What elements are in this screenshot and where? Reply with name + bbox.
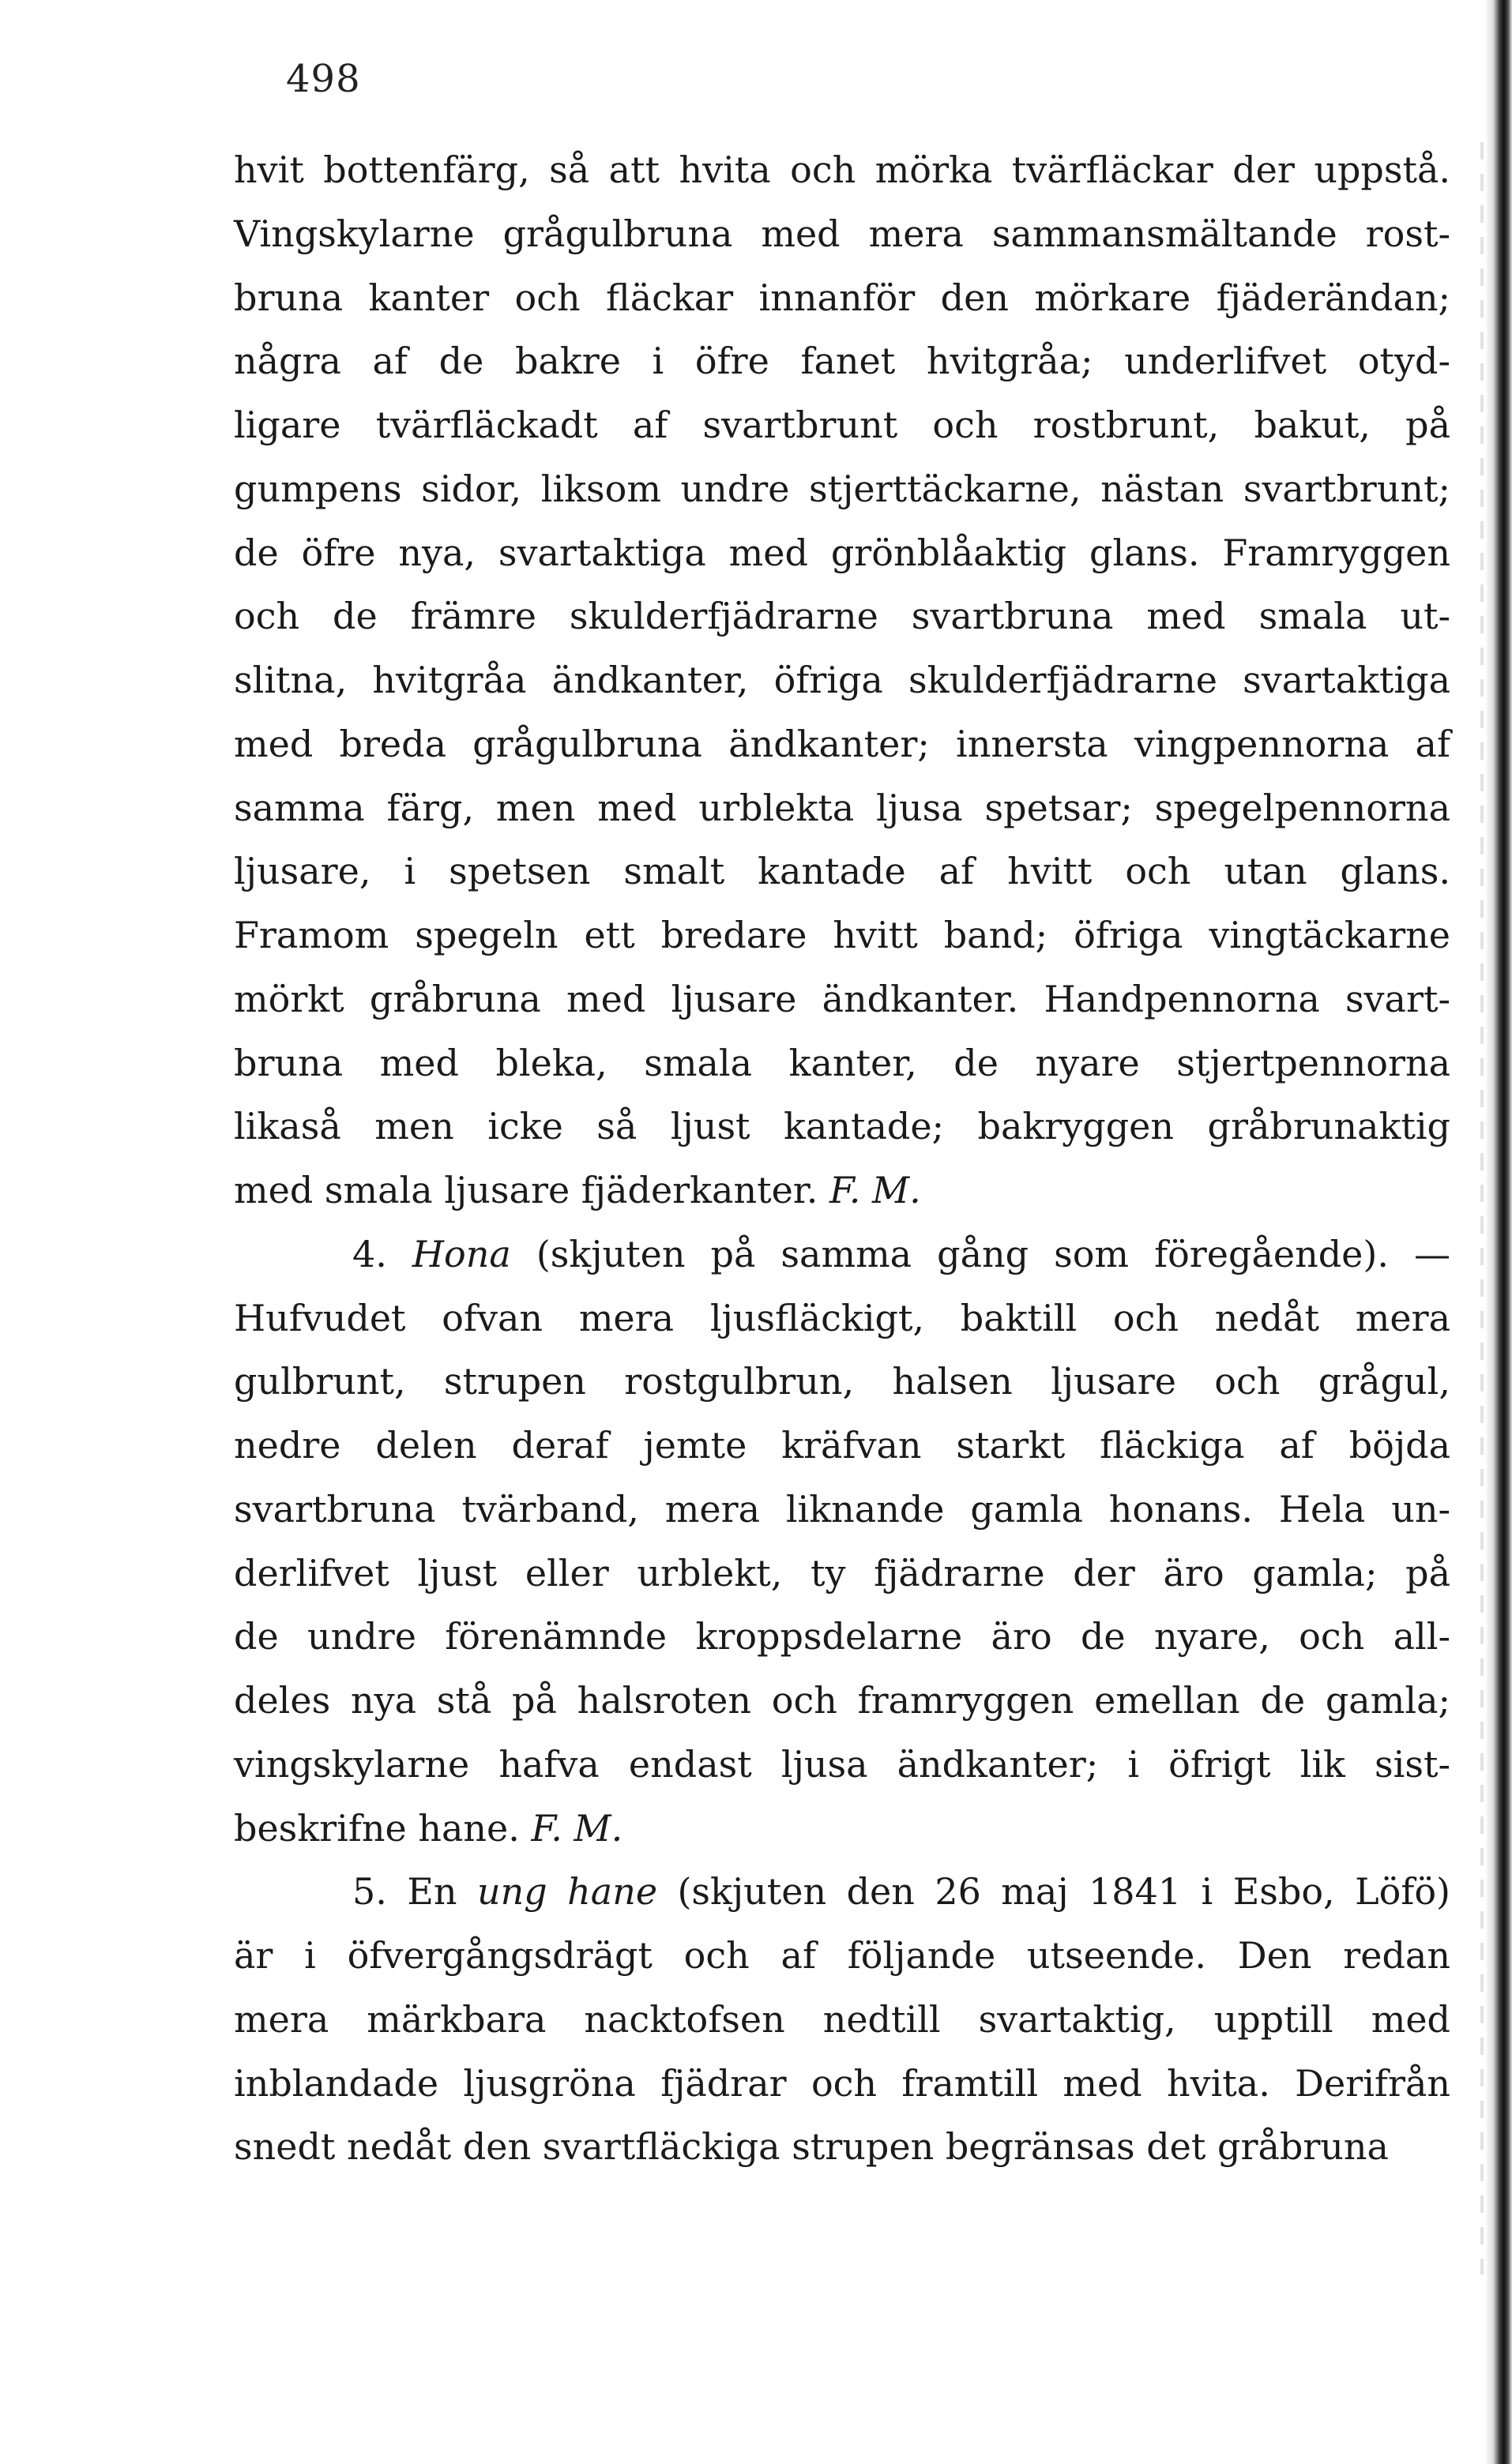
text-line: med breda grågulbruna ändkanter; innersta vingpennorna af bbox=[234, 722, 1450, 765]
text-line: bruna kanter och fläckar innanför den mörkare fjäderändan; bbox=[234, 276, 1450, 319]
text-line: beskrifne hane. F. M. bbox=[234, 1806, 623, 1850]
text-line: Vingskylarne grågulbruna med mera sammansmältande rost- bbox=[234, 212, 1450, 255]
item-subject: Hona bbox=[412, 1232, 511, 1275]
item-subject: ung hane bbox=[477, 1870, 658, 1914]
item-number: 4. bbox=[352, 1232, 412, 1275]
text-line: ligare tvärfläckadt af svartbrunt och rostbrunt, bakut, på bbox=[234, 404, 1450, 446]
item-number: 5. bbox=[352, 1870, 408, 1914]
text-line: de undre förenämnde kroppsdelarne äro de nyare, och all- bbox=[234, 1615, 1450, 1658]
text-line: gulbrunt, strupen rostgulbrun, halsen ljusare och grågul, bbox=[234, 1360, 1450, 1403]
text-line: och de främre skulderfjädrarne svartbruna med smala ut- bbox=[234, 595, 1450, 638]
text-line: slitna, hvitgråa ändkanter, öfriga skulderfjädrarne svartaktiga bbox=[234, 659, 1450, 701]
text-line: mörkt gråbruna med ljusare ändkanter. Handpennorna svart- bbox=[234, 977, 1450, 1020]
section-heading-line: 4. Hona (skjuten på samma gång som föregående). — bbox=[352, 1232, 1450, 1275]
text-line: samma färg, men med urblekta ljusa spetsar; spegelpennorna bbox=[234, 786, 1450, 829]
page-edge-shadow bbox=[1485, 0, 1512, 2464]
text-line: Framom spegeln ett bredare hvitt band; öfriga vingtäckarne bbox=[234, 914, 1450, 956]
text-line: svartbruna tvärband, mera liknande gamla honans. Hela un- bbox=[234, 1487, 1450, 1531]
page-number: 498 bbox=[286, 57, 361, 101]
section-heading-line: 5. En ung hane (skjuten den 26 maj 1841 i Esbo, Löfö) bbox=[352, 1870, 1450, 1914]
text-line: deles nya stå på halsroten och framryggen emellan de gamla; bbox=[234, 1679, 1450, 1722]
text-line: några af de bakre i öfre fanet hvitgråa; underlifvet otyd- bbox=[234, 340, 1450, 383]
text-line: inblandade ljusgröna fjädrar och framtill med hvita. Derifrån bbox=[234, 2061, 1450, 2105]
text-line: de öfre nya, svartaktiga med grönblåaktig glans. Framryggen bbox=[234, 531, 1450, 574]
text-line: derlifvet ljust eller urblekt, ty fjädrarne der äro gamla; på bbox=[234, 1551, 1450, 1594]
body-text bbox=[234, 138, 1450, 2179]
text-line: är i öfvergångsdrägt och af följande utseende. Den redan bbox=[234, 1934, 1450, 1977]
text-line: hvit bottenfärg, så att hvita och mörka tvärfläckar der uppstå. bbox=[234, 148, 1450, 191]
text-line: nedre delen deraf jemte kräfvan starkt fläckiga af böjda bbox=[234, 1424, 1450, 1467]
text-line: snedt nedåt den svartfläckiga strupen begränsas det gråbruna bbox=[234, 2125, 1389, 2169]
signature-initials: F. M. bbox=[829, 1169, 921, 1211]
text-line: likaså men icke så ljust kantade; bakryggen gråbrunaktig bbox=[234, 1105, 1450, 1148]
text-line: gumpens sidor, liksom undre stjerttäckarne, nästan svartbrunt; bbox=[234, 467, 1450, 510]
text-line: bruna med bleka, smala kanter, de nyare stjertpennorna bbox=[234, 1041, 1450, 1084]
text-line: ljusare, i spetsen smalt kantade af hvitt och utan glans. bbox=[234, 850, 1450, 893]
page-edge-texture bbox=[1480, 142, 1484, 2274]
signature-initials: F. M. bbox=[531, 1806, 623, 1850]
text-line: vingskylarne hafva endast ljusa ändkanter; i öfrigt lik sist- bbox=[234, 1742, 1450, 1786]
text-line: Hufvudet ofvan mera ljusfläckigt, baktill och nedåt mera bbox=[234, 1296, 1450, 1339]
text-line: mera märkbara nacktofsen nedtill svartaktig, upptill med bbox=[234, 1997, 1450, 2041]
text-line: med smala ljusare fjäderkanter. F. M. bbox=[234, 1169, 921, 1211]
